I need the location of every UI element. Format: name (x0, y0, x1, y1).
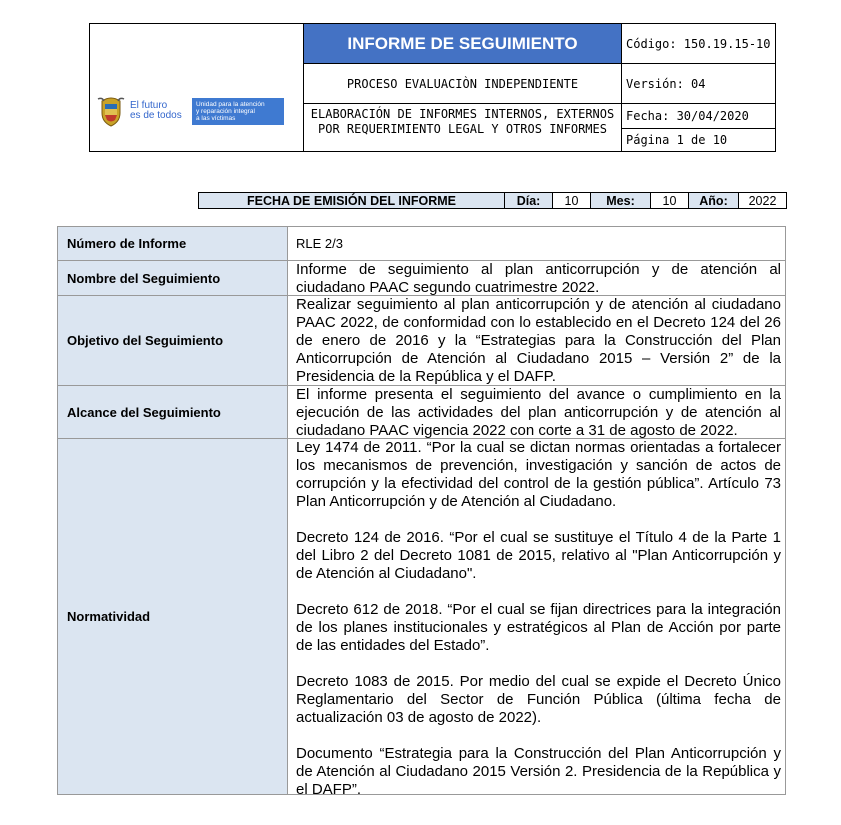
day-label: Día: (505, 193, 553, 208)
report-number-value: RLE 2/3 (296, 235, 343, 251)
elaboration-text: ELABORACIÓN DE INFORMES INTERNOS, EXTERNOS POR REQUERIMIENTO LEGAL Y OTROS INFORMES (304, 103, 621, 151)
process-name: PROCESO EVALUACIÒN INDEPENDIENTE (304, 63, 621, 103)
table-row-scope (58, 385, 785, 438)
logo-slogan-line1: El futuro (130, 100, 168, 111)
norms-value (288, 439, 785, 798)
document-header (89, 23, 776, 152)
tracking-name-label: Nombre del Seguimiento (58, 261, 288, 295)
month-value: 10 (651, 193, 689, 208)
report-info-table (57, 226, 786, 798)
objective-label: Objetivo del Seguimiento (58, 296, 288, 385)
month-label: Mes: (591, 193, 651, 208)
norm-paragraph: Ley 1474 de 2011. “Por la cual se dictan normas orientadas a fortalecer los mecanismos de prevención, investigación y sanción de actos de corrupción y la efectividad del control de la gestión pública”. Artículo 73 Plan Anticorrupción y de Atención al Ciudadano. (296, 439, 781, 510)
logo-slogan-line2: es de todos (130, 110, 182, 121)
norm-paragraph: Decreto 612 de 2018. “Por el cual se fijan directrices para la integración de los planes institucionales y estratégicos al Plan de Acción por parte de las entidades del Estado”. (296, 601, 781, 654)
logo-unit-line1: Unidad para la atención (196, 100, 265, 108)
entity-logo (96, 91, 298, 131)
day-value: 10 (553, 193, 591, 208)
report-number-label: Número de Informe (58, 227, 288, 260)
page-number: Página 1 de 10 (622, 128, 775, 151)
norm-paragraph: Decreto 124 de 2016. “Por el cual se sustituye el Título 4 de la Parte 1 del Libro 2 del Decreto 1081 de 2015, relativo al "Plan Anticorrupción y de Atención al Ciudadano". (296, 529, 781, 582)
year-value: 2022 (748, 193, 777, 208)
norm-paragraph: Documento “Estrategia para la Construcción del Plan Anticorrupción y de Atención al Ciudadano 2015 Versión 2. Presidencia de la República y el DAFP”. (296, 745, 781, 798)
logo-slogan (130, 101, 192, 121)
objective-value: Realizar seguimiento al plan anticorrupción y de atención al ciudadano PAAC 2022, de conformidad con lo establecido en el Decreto 124 del 26 de enero de 2016 y la “Estrategias para la Construcción del Plan Anticorrupción de Atención al Ciudadano 2015 – Versión 2” de la Presidencia de la República y el DAFP. (296, 296, 781, 385)
table-row-name (58, 260, 785, 295)
header-meta (622, 24, 775, 151)
norms-label: Normatividad (58, 439, 288, 794)
year-label: Año: (689, 193, 739, 208)
logo-cell (90, 24, 304, 151)
document-version: Versión: 04 (622, 63, 775, 103)
report-title: INFORME DE SEGUIMIENTO (304, 24, 621, 63)
document-code: Código: 150.19.15-10 (626, 36, 771, 51)
logo-unit-line3: a las víctimas (196, 114, 236, 122)
scope-value: El informe presenta el seguimiento del avance o cumplimiento en la ejecución de las actividades del plan anticorrupción y de atención al ciudadano PAAC vigencia 2022 con corte a 31 de agosto de 2022. (296, 386, 781, 439)
logo-unit-line2: y reparación integral (196, 107, 255, 115)
emission-label: FECHA DE EMISIÓN DEL INFORME (199, 193, 505, 208)
tracking-name-value: Informe de seguimiento al plan anticorrupción y de atención al ciudadano PAAC segundo cuatrimestre 2022. (296, 261, 781, 296)
scope-label: Alcance del Seguimiento (58, 386, 288, 438)
table-row-number (58, 227, 785, 260)
norm-paragraph: Decreto 1083 de 2015. Por medio del cual se expide el Decreto Único Reglamentario del Sector de Función Pública (última fecha de actualización 03 de agosto de 2022). (296, 673, 781, 726)
document-date: Fecha: 30/04/2020 (622, 103, 775, 128)
emission-date-table (198, 192, 787, 209)
table-row-objective (58, 295, 785, 385)
coat-of-arms-icon (96, 95, 126, 127)
header-center (304, 24, 622, 151)
table-row-norms (58, 438, 785, 798)
logo-unit-name (192, 98, 284, 125)
